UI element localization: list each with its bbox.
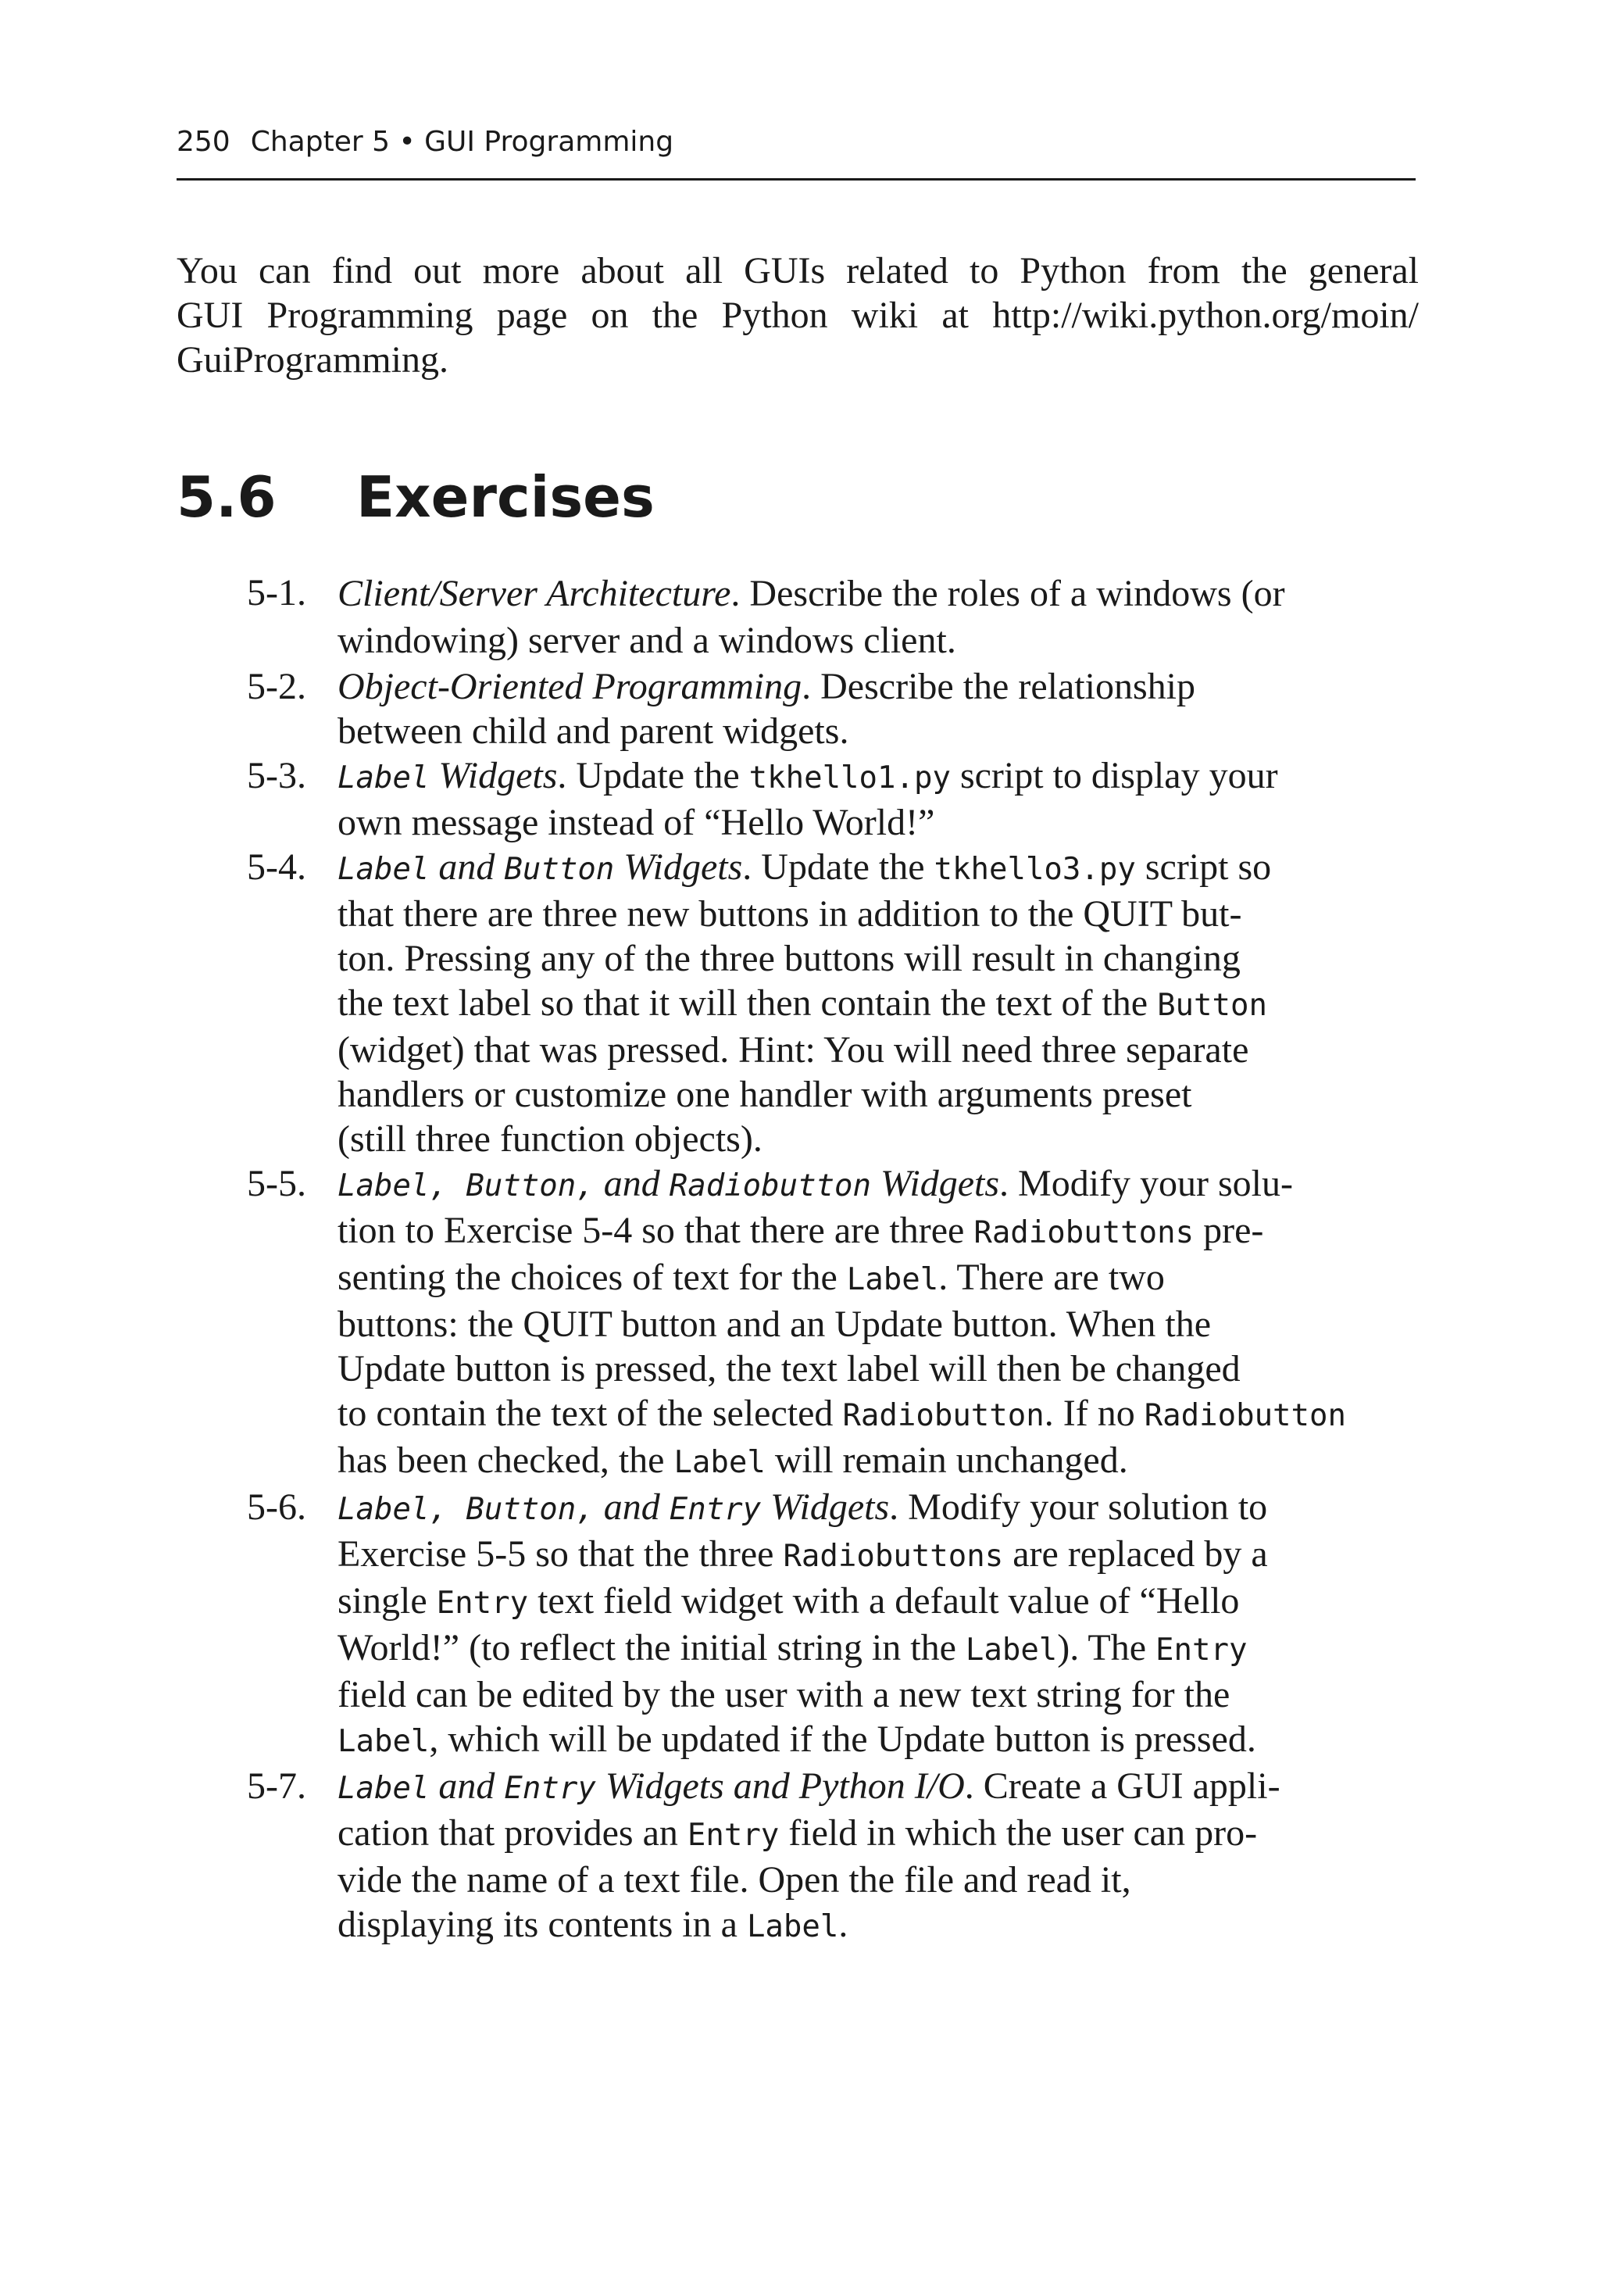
exercise-number: 5-4. [247, 846, 306, 888]
body-text: text field widget with a default value of “Hello [528, 1580, 1240, 1622]
body-text: . If no [1044, 1393, 1145, 1434]
code-term: Entry [1155, 1633, 1248, 1668]
body-text: . Modify your solu- [999, 1163, 1293, 1204]
body-text: field in which the user can pro- [779, 1812, 1258, 1854]
body-text: . Describe the roles of a windows (or [730, 573, 1285, 614]
exercise-line [338, 1208, 1427, 1255]
exercise-line [338, 1717, 1427, 1764]
exercise-line [338, 1028, 1427, 1072]
section-heading [177, 464, 655, 530]
exercise-line [338, 664, 1427, 709]
exercise-line [338, 1391, 1427, 1438]
page-number: 250 [177, 126, 230, 158]
code-term: Radiobutton [669, 1168, 872, 1203]
body-text: . There are two [938, 1257, 1165, 1298]
exercise-line [338, 1764, 1427, 1811]
code-term: Label [338, 852, 430, 887]
emphasis-text: and [429, 846, 505, 888]
emphasis-text: Client/Server Architecture [338, 573, 731, 614]
body-text: ton. Pressing any of the three buttons will result in changing [338, 938, 1241, 979]
exercise-line [338, 1811, 1427, 1858]
code-term: Label [965, 1633, 1058, 1668]
exercise-number: 5-5. [247, 1163, 306, 1204]
body-text: own message instead of “Hello World!” [338, 802, 935, 843]
exercise-item [177, 1764, 1427, 1949]
running-head [177, 123, 673, 161]
emphasis-text: Widgets [614, 846, 743, 888]
exercise-line [338, 1579, 1427, 1625]
body-text: . Update the [557, 755, 749, 796]
body-text: Update button is pressed, the text label will then be changed [338, 1348, 1241, 1389]
emphasis-text: Widgets [761, 1486, 890, 1528]
emphasis-text: and [429, 1765, 505, 1807]
exercise-list [177, 570, 1427, 1949]
header-rule [177, 178, 1416, 181]
body-text: Exercise 5-5 so that the three [338, 1533, 784, 1575]
exercise-line [338, 1346, 1427, 1391]
exercise-line [338, 936, 1427, 981]
body-text: windowing) server and a windows client. [338, 620, 956, 661]
exercise-number: 5-2. [247, 666, 306, 707]
body-text: field can be edited by the user with a new text string for the [338, 1674, 1230, 1715]
body-text: handlers or customize one handler with arguments preset [338, 1074, 1192, 1115]
exercise-line [338, 845, 1427, 892]
body-text: tion to Exercise 5-4 so that there are three [338, 1210, 974, 1251]
exercise-line [338, 1485, 1427, 1532]
code-term: Entry [504, 1771, 596, 1806]
code-term: Entry [436, 1586, 529, 1621]
code-term: Button [504, 852, 615, 887]
exercise-line [338, 1117, 1427, 1161]
body-text: pre- [1194, 1210, 1264, 1251]
body-text: displaying its contents in a [338, 1904, 747, 1945]
emphasis-text: Widgets and Python I/O [595, 1765, 965, 1807]
exercise-item [177, 570, 1427, 664]
exercise-line [338, 617, 1427, 664]
section-title: Exercises [356, 464, 655, 530]
code-term: Radiobuttons [973, 1215, 1195, 1250]
exercise-line [338, 709, 1427, 753]
emphasis-text: Widgets [871, 1163, 1000, 1204]
exercise-number: 5-6. [247, 1486, 306, 1528]
body-text: , which will be updated if the Update button is pressed. [429, 1718, 1256, 1760]
body-text: that there are three new buttons in addition to the QUIT but- [338, 893, 1242, 935]
exercise-number: 5-3. [247, 755, 306, 796]
exercise-line [338, 1438, 1427, 1485]
body-text: script so [1135, 846, 1272, 888]
code-term: tkhello3.py [934, 852, 1136, 887]
exercise-item [177, 1161, 1427, 1485]
code-term: Entry [669, 1492, 762, 1527]
chapter-title: Chapter 5 • GUI Programming [250, 126, 674, 158]
code-term: Radiobutton [842, 1398, 1045, 1433]
body-text: buttons: the QUIT button and an Update button. When the [338, 1304, 1212, 1345]
emphasis-text: and [594, 1163, 670, 1204]
exercise-line [338, 1072, 1427, 1117]
code-term: tkhello1.py [748, 760, 951, 796]
exercise-line [338, 1858, 1427, 1902]
code-term: Label [338, 760, 430, 796]
emphasis-text: Object-Oriented Programming [338, 666, 802, 707]
code-term: Label [338, 1771, 430, 1806]
exercise-number: 5-7. [247, 1765, 306, 1807]
code-term: Label, Button, [338, 1168, 595, 1203]
code-term: Radiobuttons [783, 1539, 1004, 1574]
intro-paragraph [177, 249, 1419, 382]
exercise-line [338, 1672, 1427, 1717]
exercise-line [338, 1255, 1427, 1302]
exercise-line [338, 753, 1427, 800]
intro-line: GuiProgramming. [177, 339, 448, 381]
exercise-line [338, 892, 1427, 936]
emphasis-text: Widgets [429, 755, 558, 796]
code-term: Label [846, 1262, 939, 1297]
exercise-line [338, 1625, 1427, 1672]
emphasis-text: and [594, 1486, 670, 1528]
exercise-item [177, 664, 1427, 753]
body-text: ). The [1057, 1627, 1156, 1668]
body-text: . Describe the relationship [802, 666, 1195, 707]
code-term: Label, Button, [338, 1492, 595, 1527]
body-text: will remain unchanged. [765, 1439, 1128, 1481]
code-term: Label [746, 1909, 839, 1944]
body-text: World!” (to reflect the initial string in the [338, 1627, 966, 1668]
exercise-number: 5-1. [247, 572, 306, 613]
intro-line: You can find out more about all GUIs related to Python from the general [177, 250, 1419, 291]
body-text: . Create a GUI appli- [964, 1765, 1280, 1807]
exercise-item [177, 845, 1427, 1161]
exercise-item [177, 753, 1427, 845]
body-text: (still three function objects). [338, 1118, 762, 1160]
code-term: Label [338, 1724, 430, 1759]
exercise-item [177, 1485, 1427, 1764]
section-number: 5.6 [177, 464, 277, 530]
body-text: (widget) that was pressed. Hint: You will need three separate [338, 1029, 1249, 1071]
body-text: . Modify your solution to [889, 1486, 1268, 1528]
exercise-line [338, 570, 1427, 617]
body-text: vide the name of a text file. Open the file and read it, [338, 1859, 1131, 1901]
body-text: senting the choices of text for the [338, 1257, 847, 1298]
body-text: are replaced by a [1003, 1533, 1268, 1575]
body-text: cation that provides an [338, 1812, 688, 1854]
code-term: Button [1157, 988, 1267, 1023]
body-text: script to display your [950, 755, 1278, 796]
exercise-line [338, 1302, 1427, 1346]
body-text: has been checked, the [338, 1439, 674, 1481]
code-term: Radiobutton [1144, 1398, 1346, 1433]
body-text: . Update the [742, 846, 934, 888]
body-text: between child and parent widgets. [338, 710, 849, 752]
exercise-line [338, 800, 1427, 845]
exercise-line [338, 1902, 1427, 1949]
code-term: Entry [687, 1818, 780, 1853]
body-text: to contain the text of the selected [338, 1393, 843, 1434]
exercise-line [338, 1532, 1427, 1579]
intro-line: GUI Programming page on the Python wiki at http://wiki.python.org/moin/ [177, 295, 1419, 336]
body-text: single [338, 1580, 437, 1622]
body-text: . [838, 1904, 848, 1945]
code-term: Label [673, 1445, 766, 1480]
exercise-line [338, 1161, 1427, 1208]
exercise-line [338, 981, 1427, 1028]
body-text: the text label so that it will then contain the text of the [338, 982, 1158, 1024]
